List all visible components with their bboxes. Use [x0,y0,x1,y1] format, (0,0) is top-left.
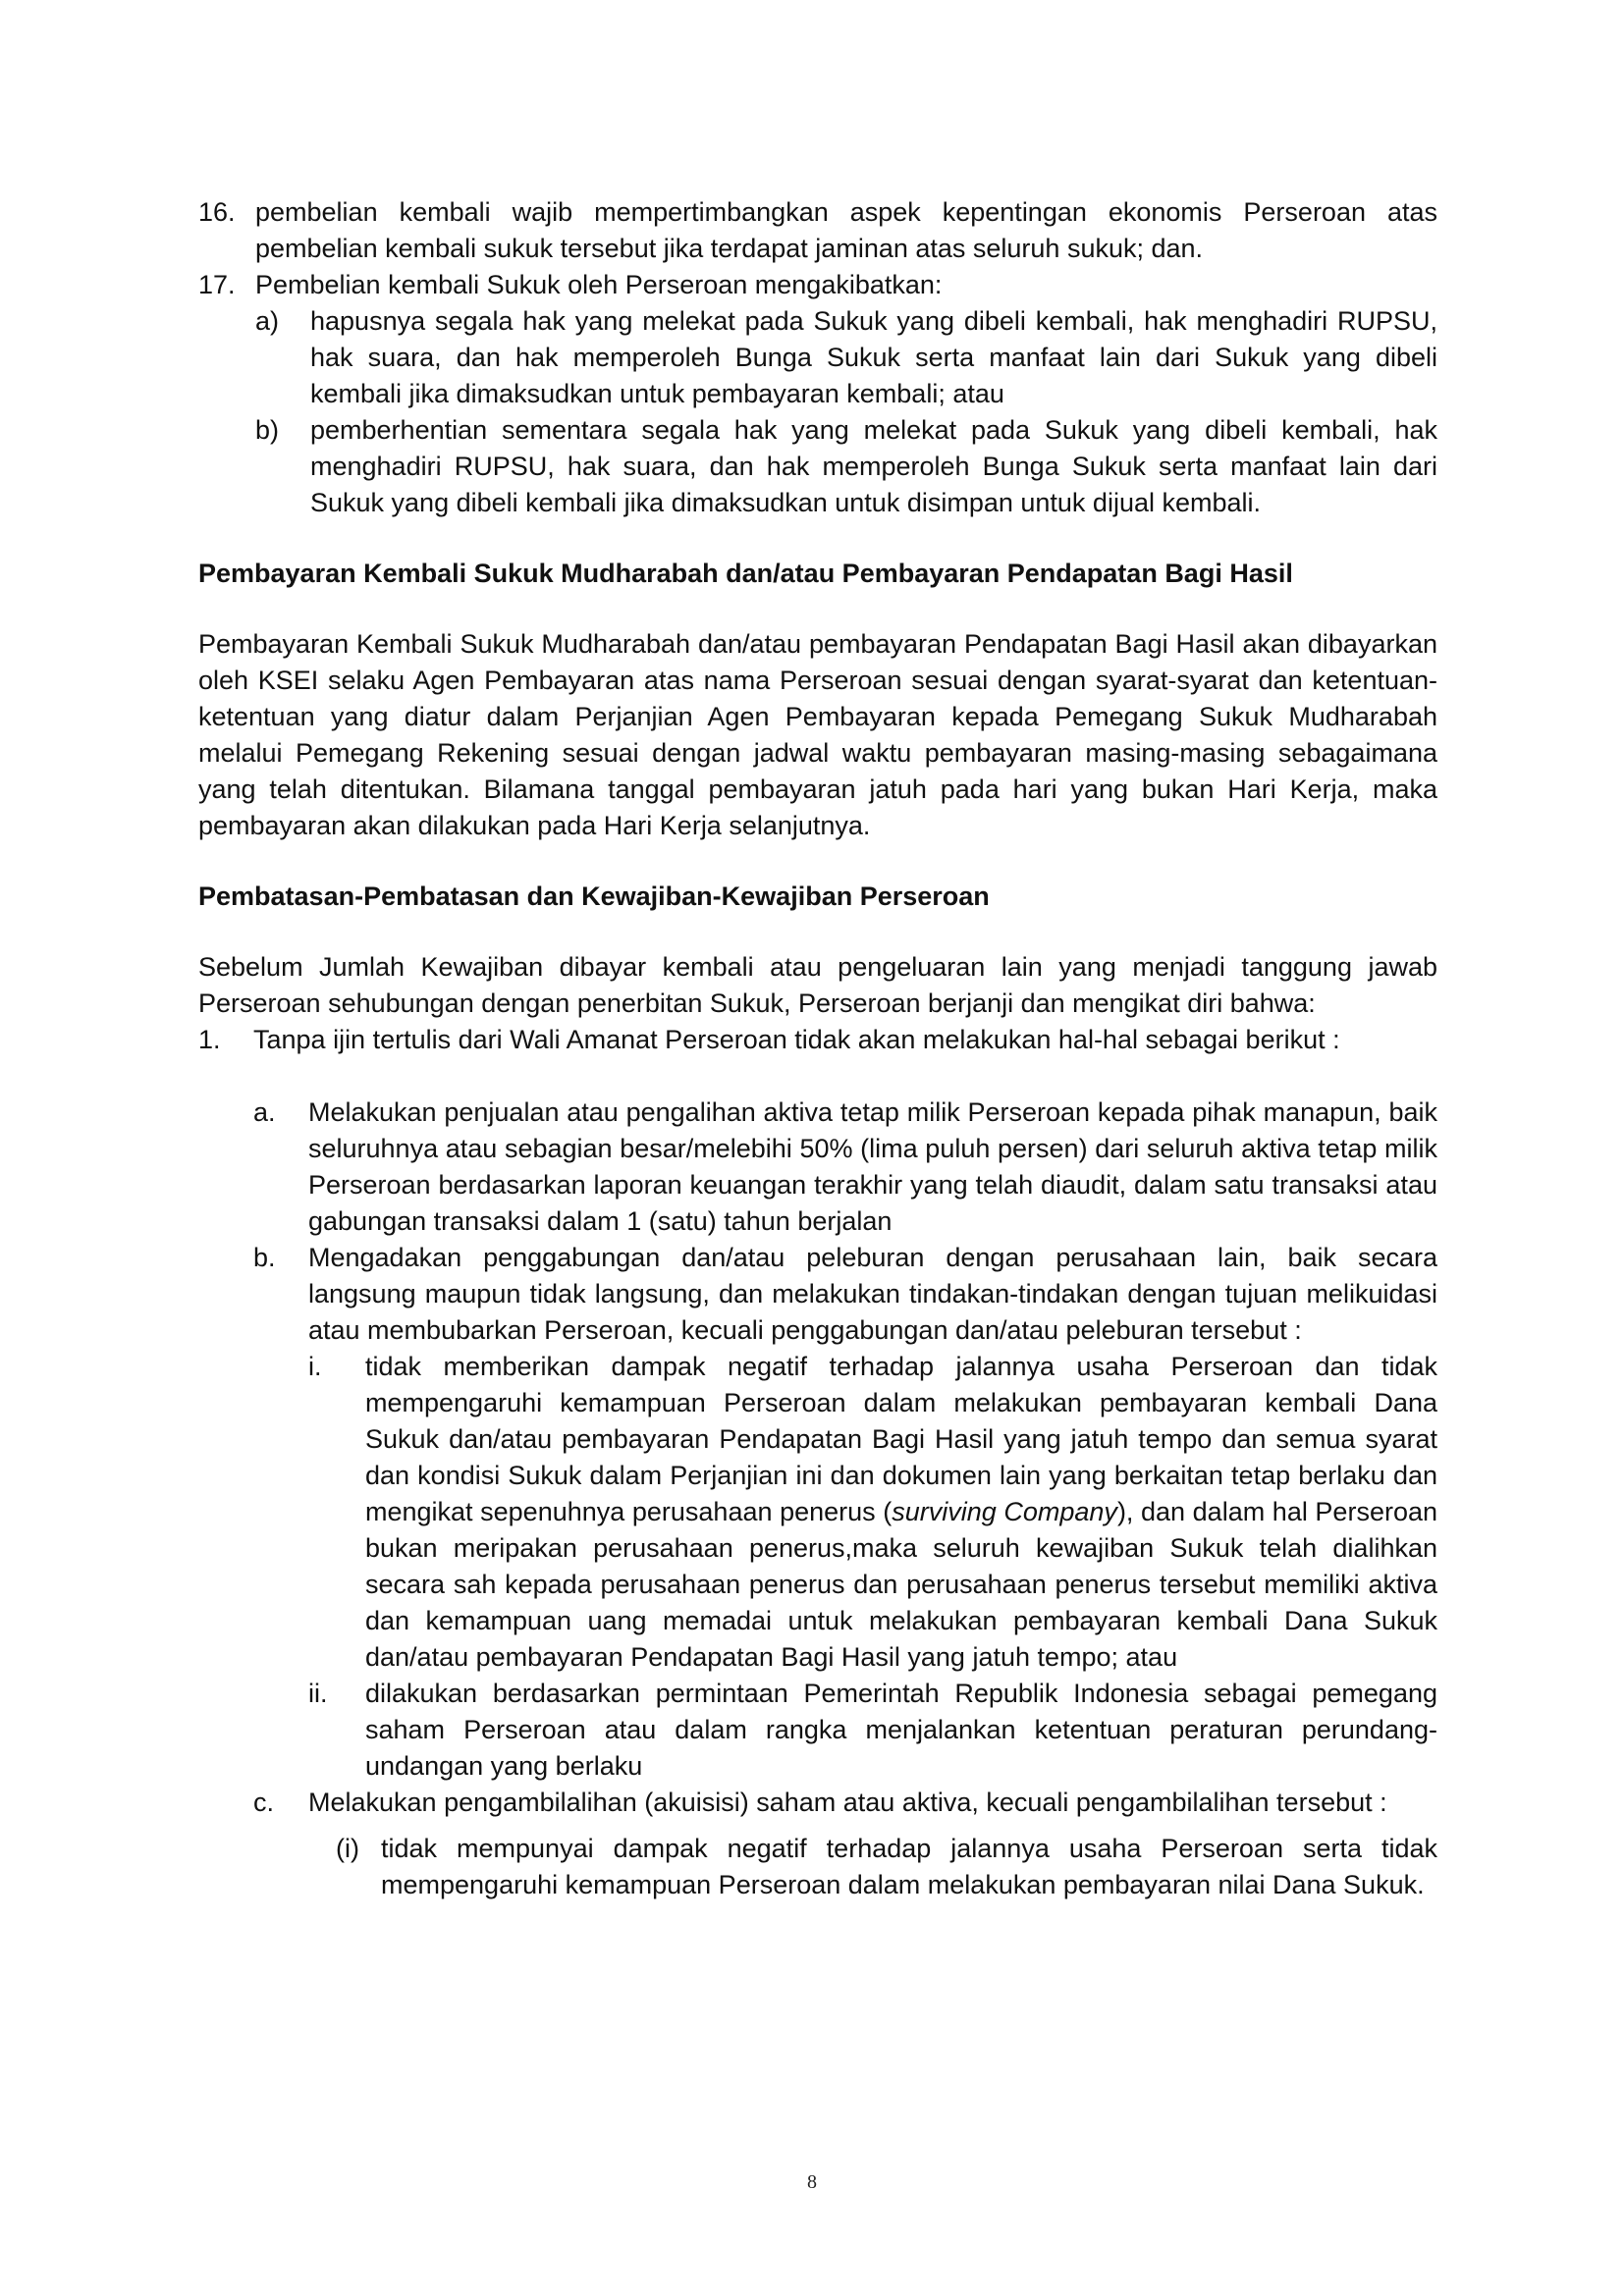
clause-b [253,1240,1437,1349]
clause-text: Mengadakan penggabungan dan/atau peleburan dengan perusahaan lain, baik secara langsung maupun tidak langsung, dan melakukan tindakan-tindakan dengan tujuan melikuidasi atau membubarkan Perseroan, kecuali penggabungan dan/atau peleburan tersebut : [308,1243,1437,1345]
clause-c-i [336,1831,1437,1903]
list-item-text: Pembelian kembali Sukuk oleh Perseroan mengakibatkan: [255,270,943,299]
list-subitem-b [255,412,1437,521]
clause-text [365,1349,1437,1676]
paragraph-intro: Sebelum Jumlah Kewajiban dibayar kembali atau pengeluaran lain yang menjadi tanggung jawab Perseroan sehubungan dengan penerbitan Sukuk, Perseroan berjanji dan mengikat diri bahwa: [198,952,1437,1018]
clause-text: Melakukan pengambilalihan (akuisisi) saham atau aktiva, kecuali pengambilalihan tersebut : [308,1788,1387,1817]
surviving-company-term: surviving Company [892,1497,1117,1526]
page-number: 8 [807,2171,817,2193]
clause-text: tidak mempunyai dampak negatif terhadap jalannya usaha Perseroan serta tidak mempengaruhi kemampuan Perseroan dalam melakukan pembayaran nilai Dana Sukuk. [381,1834,1437,1899]
section-heading-pembatasan: Pembatasan-Pembatasan dan Kewajiban-Kewajiban Perseroan [198,881,990,911]
subitem-text: pemberhentian sementara segala hak yang melekat pada Sukuk yang dibeli kembali, hak menghadiri RUPSU, hak suara, dan hak memperoleh Bunga Sukuk serta manfaat lain dari Sukuk yang dibeli kembali jika dimaksudkan untuk disimpan untuk dijual kembali. [310,415,1437,517]
list-item-1 [198,1022,1437,1058]
clause-text: Melakukan penjualan atau pengalihan aktiva tetap milik Perseroan kepada pihak manapun, baik seluruhnya atau sebagian besar/melebihi 50% (lima puluh persen) dari seluruh aktiva tetap milik Perseroan berdasarkan laporan keuangan terakhir yang telah diaudit, dalam satu transaksi atau gabungan transaksi dalam 1 (satu) tahun berjalan [308,1097,1437,1236]
clause-label: a. [253,1097,276,1127]
list-subitem-a [255,303,1437,412]
clause-label: (i) [336,1834,359,1863]
list-item-17 [198,267,1437,303]
clause-label: i. [308,1352,322,1381]
clause-text-part: tidak memberikan dampak negatif terhadap jalannya usaha Perseroan dan tidak mempengaruhi kemampuan Perseroan dalam melakukan pembayaran kembali Dana Sukuk dan/atau pembayaran Pendapatan Bagi Hasil yang jatuh tempo dan semua syarat dan kondisi Sukuk dalam Perjanjian ini dan dokumen lain yang berkaitan tetap berlaku dan mengikat sepenuhnya perusahaan penerus ( [365,1352,1437,1526]
list-item-text: Tanpa ijin tertulis dari Wali Amanat Perseroan tidak akan melakukan hal-hal sebagai berikut : [253,1025,1340,1054]
list-item-16 [198,194,1437,267]
document-page [198,194,1437,1903]
clause-a [253,1095,1437,1240]
clause-b-i [308,1349,1437,1676]
list-number: 16. [198,197,236,227]
subitem-label: b) [255,415,280,445]
paragraph-pembayaran: Pembayaran Kembali Sukuk Mudharabah dan/atau pembayaran Pendapatan Bagi Hasil akan dibayarkan oleh KSEI selaku Agen Pembayaran atas nama Perseroan sesuai dengan syarat-syarat dan ketentuan-ketentuan yang diatur dalam Perjanjian Agen Pembayaran kepada Pemegang Sukuk Mudharabah melalui Pemegang Rekening sesuai dengan jadwal waktu pembayaran masing-masing sebagaimana yang telah ditentukan. Bilamana tanggal pembayaran jatuh pada hari yang bukan Hari Kerja, maka pembayaran akan dilakukan pada Hari Kerja selanjutnya. [198,629,1437,840]
list-item-text: pembelian kembali wajib mempertimbangkan aspek kepentingan ekonomis Perseroan atas pembelian kembali sukuk tersebut jika terdapat jaminan atas seluruh sukuk; dan. [255,197,1437,263]
clause-text: dilakukan berdasarkan permintaan Pemerintah Republik Indonesia sebagai pemegang saham Perseroan atau dalam rangka menjalankan ketentuan peraturan perundang-undangan yang berlaku [365,1679,1437,1781]
list-number: 1. [198,1025,221,1054]
section-heading-pembayaran: Pembayaran Kembali Sukuk Mudharabah dan/atau Pembayaran Pendapatan Bagi Hasil [198,559,1293,588]
subitem-text: hapusnya segala hak yang melekat pada Sukuk yang dibeli kembali, hak menghadiri RUPSU, hak suara, dan hak memperoleh Bunga Sukuk serta manfaat lain dari Sukuk yang dibeli kembali jika dimaksudkan untuk pembayaran kembali; atau [310,306,1437,408]
clause-b-ii [308,1676,1437,1785]
subitem-label: a) [255,306,280,336]
clause-text-part: ), dan dalam hal Perseroan bukan meripakan perusahaan penerus,maka seluruh kewajiban Sukuk telah dialihkan secara sah kepada perusahaan penerus dan perusahaan penerus tersebut memiliki aktiva dan kemampuan uang memadai untuk melakukan pembayaran kembali Dana Sukuk dan/atau pembayaran Pendapatan Bagi Hasil yang jatuh tempo; atau [365,1497,1437,1672]
clause-label: ii. [308,1679,328,1708]
clause-c [253,1785,1437,1821]
clause-label: b. [253,1243,276,1272]
clause-label: c. [253,1788,275,1817]
list-number: 17. [198,270,236,299]
